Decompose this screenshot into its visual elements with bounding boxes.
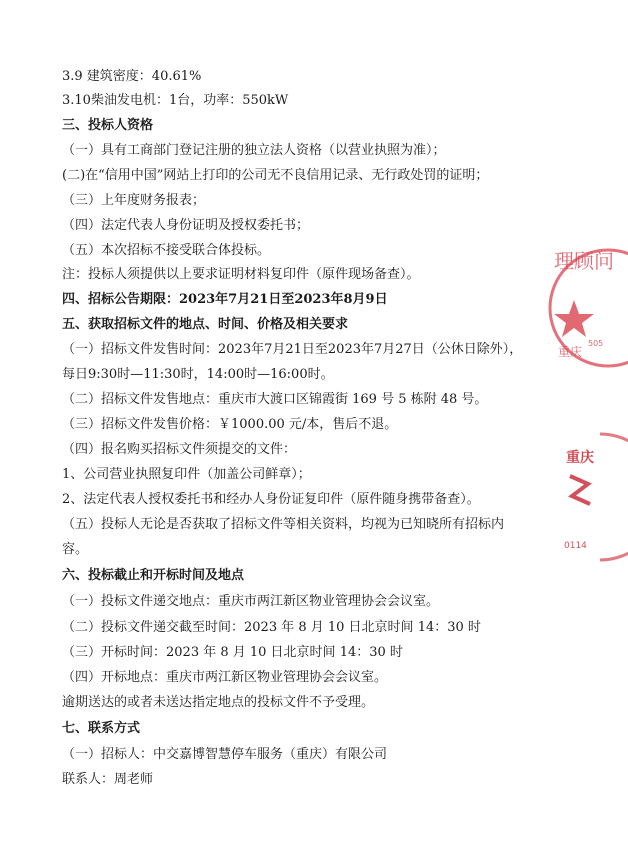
section-heading-5: 五、获取招标文件的地点、时间、价格及相关要求 bbox=[62, 317, 349, 332]
seal-mid-text: 重庆 bbox=[566, 450, 594, 466]
sale-price: （三）招标文件发售价格：￥1000.00 元/本，售后不退。 bbox=[62, 417, 398, 432]
required-documents: （四）报名购买招标文件须提交的文件： bbox=[62, 442, 297, 457]
company-seal-top bbox=[548, 238, 628, 368]
sale-time: （一）招标文件发售时间：2023年7月21日至2023年7月27日（公休日除外）， bbox=[62, 342, 523, 357]
seal-mid-mark bbox=[570, 476, 590, 504]
submission-location: （一）投标文件递交地点：重庆市两江新区物业管理协会会议室。 bbox=[62, 594, 440, 609]
opening-time: （三）开标时间：2023 年 8 月 10 日北京时间 14：30 时 bbox=[62, 645, 403, 660]
opening-location: （四）开标地点：重庆市两江新区物业管理协会会议室。 bbox=[62, 670, 388, 685]
contact-person: 联系人：周老师 bbox=[62, 772, 154, 787]
section-heading-6: 六、投标截止和开标时间及地点 bbox=[62, 568, 245, 583]
section-heading-4: 四、招标公告期限：2023年7月21日至2023年8月9日 bbox=[62, 292, 388, 307]
seal-mid-num: 0114 bbox=[564, 541, 587, 551]
notice-5: （五）投标人无论是否获取了招标文件等相关资料，均视为已知晓所有招标内 bbox=[62, 517, 505, 532]
sale-location: （二）招标文件发售地点：重庆市大渡口区锦霞街 169 号 5 栋附 48 号。 bbox=[62, 392, 488, 407]
submission-deadline: （二）投标文件递交截至时间：2023 年 8 月 10 日北京时间 14：30 时 bbox=[62, 620, 481, 635]
item-3-9: 3.9 建筑密度：40.61% bbox=[62, 69, 202, 84]
qualification-3: （三）上年度财务报表； bbox=[62, 193, 206, 208]
seal-top-text: 理顾问 bbox=[554, 249, 614, 273]
late-submission-note: 逾期送达的或者未送达指定地点的投标文件不予受理。 bbox=[62, 695, 375, 710]
required-doc-2: 2、法定代表人授权委托书和经办人身份证复印件（原件随身携带备查）。 bbox=[62, 492, 480, 507]
item-3-10: 3.10柴油发电机：1台，功率：550kW bbox=[62, 93, 289, 108]
qualification-5: （五）本次招标不接受联合体投标。 bbox=[62, 243, 271, 258]
qualification-2: (二)在“信用中国”网站上打印的公司无不良信用记录、无行政处罚的证明； bbox=[62, 168, 489, 183]
qualification-4: （四）法定代表人身份证明及授权委托书； bbox=[62, 218, 310, 233]
seal-top-num: 505 bbox=[588, 339, 604, 348]
seal-top-sub: 重庆 bbox=[558, 345, 583, 359]
sale-time-daily: 每日9:30时—11:30时，14:00时—16:00时。 bbox=[62, 367, 334, 382]
tenderer: （一）招标人：中交嘉博智慧停车服务（重庆）有限公司 bbox=[62, 747, 388, 762]
section-heading-7: 七、联系方式 bbox=[62, 721, 141, 736]
notice-5-cont: 容。 bbox=[62, 542, 89, 557]
required-doc-1: 1、公司营业执照复印件（加盖公司鲜章）； bbox=[62, 467, 311, 482]
section-heading-3: 三、投标人资格 bbox=[62, 118, 154, 133]
company-seal-mid bbox=[560, 432, 620, 562]
qualification-note: 注：投标人须提供以上要求证明材料复印件（原件现场备查）。 bbox=[62, 267, 420, 282]
star-icon bbox=[554, 300, 594, 337]
qualification-1: （一）具有工商部门登记注册的独立法人资格（以营业执照为准）； bbox=[62, 143, 446, 158]
